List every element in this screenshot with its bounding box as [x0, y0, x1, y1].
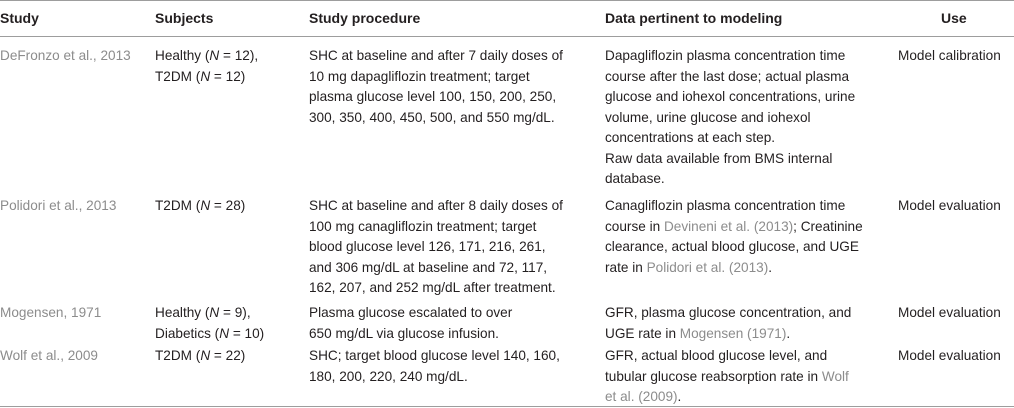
cell-study: Polidori et al., 2013 [0, 198, 117, 213]
subjects-line: T2DM (N = 22) [155, 348, 246, 363]
subjects-line: T2DM (N = 12) [155, 68, 246, 84]
cell-data [605, 303, 890, 344]
data-line: concentrations at each step. [605, 130, 776, 145]
header-use: Use [941, 10, 967, 26]
subjects-line: Healthy (N = 9), [155, 305, 251, 320]
data-line [605, 387, 890, 408]
procedure-line: SHC at baseline and after 7 daily doses of [309, 48, 563, 63]
table-header-row [0, 0, 1014, 36]
procedure-line: blood glucose level 126, 171, 216, 261, [309, 239, 546, 254]
data-line [605, 217, 890, 238]
data-line: clearance, actual blood glucose, and UGE [605, 239, 859, 254]
data-text: course in [605, 218, 664, 234]
header-procedure: Study procedure [309, 10, 421, 26]
cell-procedure [309, 46, 594, 128]
cell-subjects [155, 196, 305, 217]
procedure-line: 162, 207, and 252 mg/dL after treatment. [309, 280, 556, 295]
cell-data [605, 46, 890, 190]
cell-use: Model calibration [898, 48, 1001, 63]
cell-data [605, 346, 890, 408]
data-line [605, 258, 890, 279]
cell-subjects [155, 303, 305, 344]
data-text: . [768, 259, 772, 275]
header-data: Data pertinent to modeling [605, 10, 783, 26]
citation-link[interactable]: Mogensen (1971) [679, 325, 787, 341]
data-text: . [786, 325, 791, 341]
cell-use: Model evaluation [898, 305, 1001, 320]
citation-link[interactable]: Polidori et al. (2013) [646, 259, 769, 275]
cell-use: Model evaluation [898, 348, 1001, 363]
data-line: GFR, plasma glucose concentration, and [605, 305, 852, 320]
citation-link[interactable]: et al. (2009) [605, 389, 678, 404]
cell-study: DeFronzo et al., 2013 [0, 48, 131, 63]
subjects-line: Diabetics (N = 10) [155, 325, 265, 341]
citation-link[interactable]: Devineni et al. (2013) [663, 218, 794, 234]
cell-subjects [155, 346, 305, 367]
data-line: Canagliflozin plasma concentration time [605, 198, 846, 213]
citation-link[interactable]: Wolf [821, 368, 849, 384]
cell-use: Model evaluation [898, 198, 1001, 213]
header-study: Study [0, 10, 39, 26]
header-subjects: Subjects [155, 10, 214, 26]
data-line [605, 367, 890, 388]
cell-procedure [309, 346, 594, 387]
data-line: volume, urine glucose and iohexol [605, 109, 811, 125]
procedure-line: plasma glucose level 100, 150, 200, 250, [309, 89, 557, 104]
data-line: Raw data available from BMS internal [605, 150, 833, 166]
table-header-rule [0, 36, 1014, 37]
cell-study: Mogensen, 1971 [0, 305, 102, 320]
data-line: glucose and iohexol concentrations, urine [605, 89, 856, 104]
data-line: course after the last dose; actual plasma [605, 68, 850, 84]
subjects-line: Healthy (N = 12), [155, 48, 259, 63]
cell-data [605, 196, 890, 278]
data-text: UGE rate in [605, 325, 680, 341]
data-text: tubular glucose reabsorption rate in [605, 368, 822, 384]
cell-procedure [309, 303, 594, 344]
procedure-line: and 306 mg/dL at baseline and 72, 117, [309, 259, 548, 275]
procedure-line: 300, 350, 400, 450, 500, and 550 mg/dL. [309, 109, 555, 125]
cell-procedure [309, 196, 594, 299]
procedure-line: SHC; target blood glucose level 140, 160, [309, 348, 560, 363]
cell-subjects [155, 46, 305, 87]
subjects-line: T2DM (N = 28) [155, 198, 246, 213]
procedure-line: 180, 200, 220, 240 mg/dL. [309, 368, 468, 384]
data-line: Dapagliflozin plasma concentration time [605, 48, 846, 63]
data-text: . [677, 389, 682, 404]
data-line: database. [605, 171, 665, 186]
data-text: rate in [605, 259, 647, 275]
procedure-line: SHC at baseline and after 8 daily doses of [309, 198, 563, 213]
procedure-line: Plasma glucose escalated to over [309, 305, 513, 320]
data-line: GFR, actual blood glucose level, and [605, 348, 828, 363]
procedure-line: 10 mg dapagliflozin treatment; target [309, 68, 530, 84]
procedure-line: 100 mg canagliflozin treatment; target [309, 218, 537, 234]
procedure-line: 650 mg/dL via glucose infusion. [309, 325, 499, 341]
cell-study: Wolf et al., 2009 [0, 348, 98, 363]
data-line [605, 324, 890, 345]
data-text: ; Creatinine [793, 218, 863, 234]
